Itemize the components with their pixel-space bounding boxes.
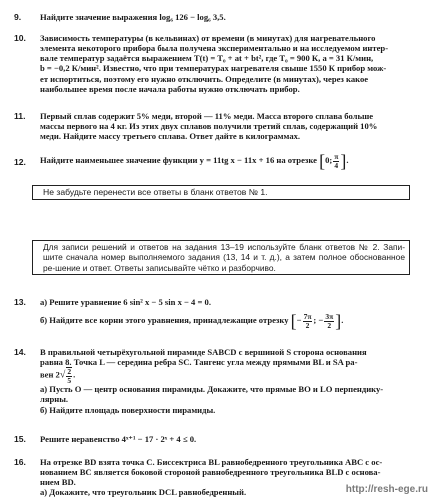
task-line: нием BD. bbox=[40, 477, 76, 488]
task-number: 15. bbox=[14, 434, 26, 444]
sqrt-fraction bbox=[66, 367, 72, 384]
segment-start: 0; bbox=[325, 154, 333, 165]
numerator: 3π bbox=[325, 312, 334, 322]
notice-text: Не забудьте перенести все ответы в бланк ответов № 1. bbox=[43, 187, 268, 197]
task-line: В правильной четырёхугольной пирамиде SABCD с вершиной S сторона основания bbox=[40, 347, 367, 357]
task-part-a: а) Решите уравнение 6 sin² x − 5 sin x − 4 = 0. bbox=[40, 297, 211, 307]
task-line: наибольшее время после начала работы нужно отключать прибор. bbox=[40, 83, 300, 94]
numerator: 7π bbox=[303, 312, 312, 322]
segment-end-fraction bbox=[333, 153, 339, 169]
notice-box-answers-1 bbox=[32, 185, 410, 200]
task-11 bbox=[14, 111, 416, 141]
task-12: 12. Найдите наименьшее значение функции y = 11tg x − 11x + 16 на отрезке [0; $\frac{\pi}{4}$ ]. bbox=[14, 151, 349, 171]
task-13: 13. а) Решите уравнение 6 sin² x − 5 sin x − 4 = 0. б) Найдите все корни этого уравнения, принадлежащие отрезку [− $\frac{7\pi}{2}$ ; − $\frac{3\pi}{2}$ ]. bbox=[14, 297, 416, 329]
numerator: π bbox=[334, 152, 339, 161]
left-bracket: [ bbox=[319, 151, 326, 171]
task-line: ет испортиться, поэтому его нужно отключить. Определите (в минутах), через какое bbox=[40, 73, 369, 84]
task-text: Найдите значение выражения log₆ 126 − log₆ 3,5. bbox=[40, 12, 226, 22]
task-line: Зависимость температуры (в кельвинах) от времени (в минутах) для нагревательного bbox=[40, 33, 376, 43]
task-line: нованием BC является боковой стороной равнобедренного треугольника BLD с основа- bbox=[40, 467, 381, 478]
task-line: b = −0,2 К/мин². Известно, что при температурах нагревателя свыше 1550 К прибор мож- bbox=[40, 63, 387, 74]
segment-end-fraction bbox=[324, 313, 334, 329]
task-part-b: б) Найдите площадь поверхности пирамиды. bbox=[40, 404, 216, 415]
task-line: массы первого на 4 кг. Из этих двух сплавов получили третий сплав, содержащий 10% bbox=[40, 121, 378, 132]
notice-text: Для записи решений и ответов на задания 13–19 используйте бланк ответов № 2. Запи-шите сначала номер выполняемого задания (13, 14 и т. д.), а затем полное обоснованное ре-шение и ответ. Ответы записывайте чётко и разборчиво. bbox=[43, 242, 405, 273]
task-line: На отрезке BD взята точка C. Биссектриса BL равнобедренного треугольника ABC с ос- bbox=[40, 457, 383, 467]
task-9 bbox=[14, 12, 416, 22]
task-number: 14. bbox=[14, 347, 26, 357]
task-15 bbox=[14, 434, 416, 444]
task-part-a: а) Пусть O — центр основания пирамиды. Докажите, что прямые BO и LO перпендику- bbox=[40, 384, 384, 395]
task-number: 9. bbox=[14, 12, 22, 22]
task-part-a-cont: лярны. bbox=[40, 394, 69, 405]
task-14: 14. В правильной четырёхугольной пирамиде SABCD с вершиной S сторона основания равна 8. Точка L — середина ребра SC. Тангенс угла между прямыми BL и SA ра- вен 2√ $\frac{2}{5}$ . а) Пусть O — центр основания пирамиды. Докажите, что прямые BO и LO перпендику- лярны. б) Найдите площадь поверхности пирамиды. bbox=[14, 347, 416, 415]
task-line: вен 2 bbox=[40, 369, 60, 380]
task-line: Первый сплав содержит 5% меди, второй — 11% меди. Масса второго сплава больше bbox=[40, 111, 374, 121]
denominator: 5 bbox=[67, 375, 72, 385]
task-text: Найдите наименьшее значение функции y = 11tg x − 11x + 16 на отрезке bbox=[40, 154, 317, 165]
left-bracket: [ bbox=[290, 311, 297, 332]
task-line: меди. Найдите массу третьего сплава. Ответ дайте в килограммах. bbox=[40, 131, 301, 142]
task-part-b: б) Найдите все корни этого уравнения, принадлежащие отрезку bbox=[40, 315, 289, 326]
segment-start-fraction bbox=[303, 313, 313, 329]
notice-box-answers-2 bbox=[32, 240, 410, 275]
sqrt-sign: √ bbox=[59, 369, 66, 381]
task-number: 12. bbox=[14, 157, 26, 167]
task-line: вале температур задаётся выражением T(t) = T₀ + at + bt², где T₀ = 900 К, a = 31 К/мин, bbox=[40, 53, 374, 64]
numerator: 2 bbox=[67, 367, 72, 377]
task-number: 10. bbox=[14, 33, 26, 43]
task-line: равна 8. Точка L — середина ребра SC. Тангенс угла между прямыми BL и SA ра- bbox=[40, 357, 358, 368]
watermark-link[interactable]: http://resh-ege.ru bbox=[345, 484, 428, 496]
denominator: 4 bbox=[334, 160, 339, 170]
denominator: 2 bbox=[305, 320, 310, 330]
right-bracket: ] bbox=[335, 311, 342, 332]
task-number: 13. bbox=[14, 297, 26, 307]
denominator: 2 bbox=[327, 320, 332, 330]
task-10 bbox=[14, 33, 416, 94]
task-line: а) Докажите, что треугольник DCL равнобедренный. bbox=[40, 487, 247, 498]
task-number: 16. bbox=[14, 457, 26, 467]
task-line: элемента некоторого прибора была получена экспериментально и на исследуемом интер- bbox=[40, 43, 389, 54]
task-number: 11. bbox=[14, 111, 26, 121]
right-bracket: ] bbox=[340, 151, 347, 171]
task-text: Решите неравенство 4ˣ⁺¹ − 17 · 2ˣ + 4 ≤ 0. bbox=[40, 434, 197, 444]
